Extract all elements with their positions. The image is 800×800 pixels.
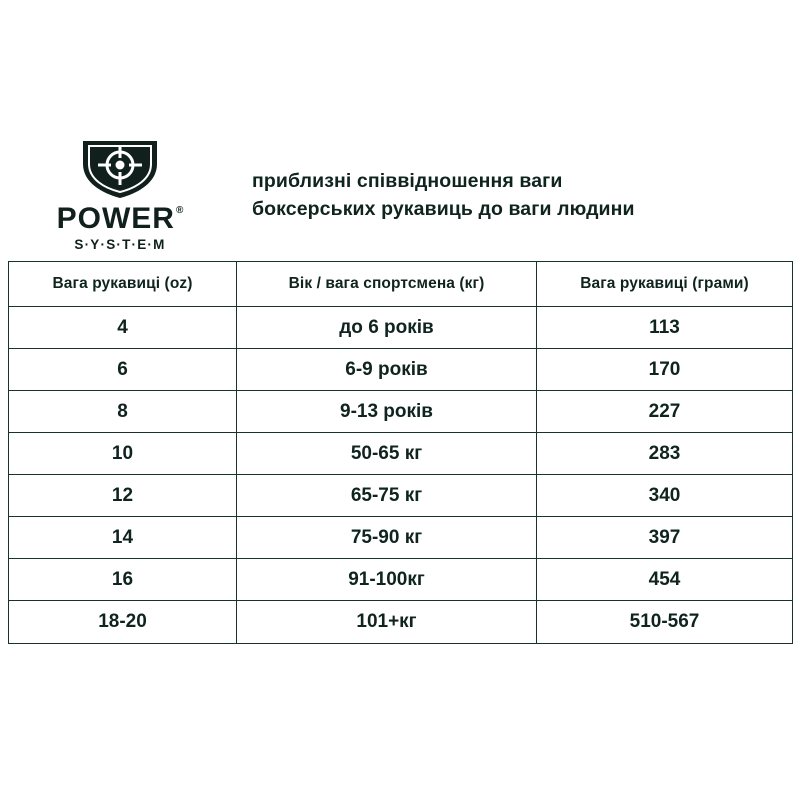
cell-athlete: 65-75 кг	[237, 475, 537, 517]
header	[0, 130, 800, 260]
cell-athlete: 50-65 кг	[237, 433, 537, 475]
table-row	[9, 601, 793, 644]
cell-athlete: 9-13 років	[237, 391, 537, 433]
table-row	[9, 433, 793, 475]
table-row	[9, 349, 793, 391]
cell-glove-oz: 18-20	[9, 601, 237, 644]
table-row	[9, 307, 793, 349]
cell-glove-oz: 14	[9, 517, 237, 559]
cell-glove-grams: 283	[537, 433, 793, 475]
column-header-glove-oz: Вага рукавиці (oz)	[9, 262, 237, 307]
cell-glove-oz: 8	[9, 391, 237, 433]
cell-athlete: до 6 років	[237, 307, 537, 349]
brand-word: POWER	[56, 202, 175, 235]
table-row	[9, 391, 793, 433]
cell-glove-grams: 227	[537, 391, 793, 433]
registered-mark: ®	[175, 205, 185, 216]
page-title-line-2: боксерських рукавиць до ваги людини	[252, 198, 635, 220]
cell-athlete: 91-100кг	[237, 559, 537, 601]
shield-crosshair-logo-icon	[79, 138, 161, 200]
column-header-glove-grams: Вага рукавиці (грами)	[537, 262, 793, 307]
cell-glove-oz: 16	[9, 559, 237, 601]
table-header-row	[9, 262, 793, 307]
cell-glove-grams: 397	[537, 517, 793, 559]
cell-glove-oz: 12	[9, 475, 237, 517]
glove-weight-table	[8, 261, 793, 644]
brand-logo	[0, 138, 240, 252]
brand-wordmark	[57, 204, 184, 234]
cell-glove-oz: 10	[9, 433, 237, 475]
column-header-athlete: Вік / вага спортсмена (кг)	[237, 262, 537, 307]
table-row	[9, 475, 793, 517]
cell-glove-grams: 510-567	[537, 601, 793, 644]
table-row	[9, 517, 793, 559]
brand-subtitle: S·Y·S·T·E·M	[74, 237, 166, 252]
cell-athlete: 6-9 років	[237, 349, 537, 391]
cell-glove-oz: 4	[9, 307, 237, 349]
page-title	[240, 167, 800, 224]
cell-glove-grams: 340	[537, 475, 793, 517]
cell-athlete: 75-90 кг	[237, 517, 537, 559]
table-row	[9, 559, 793, 601]
cell-glove-grams: 454	[537, 559, 793, 601]
cell-glove-grams: 170	[537, 349, 793, 391]
cell-glove-oz: 6	[9, 349, 237, 391]
cell-glove-grams: 113	[537, 307, 793, 349]
cell-athlete: 101+кг	[237, 601, 537, 644]
page-title-line-1: приблизні співвідношення ваги	[252, 169, 563, 192]
